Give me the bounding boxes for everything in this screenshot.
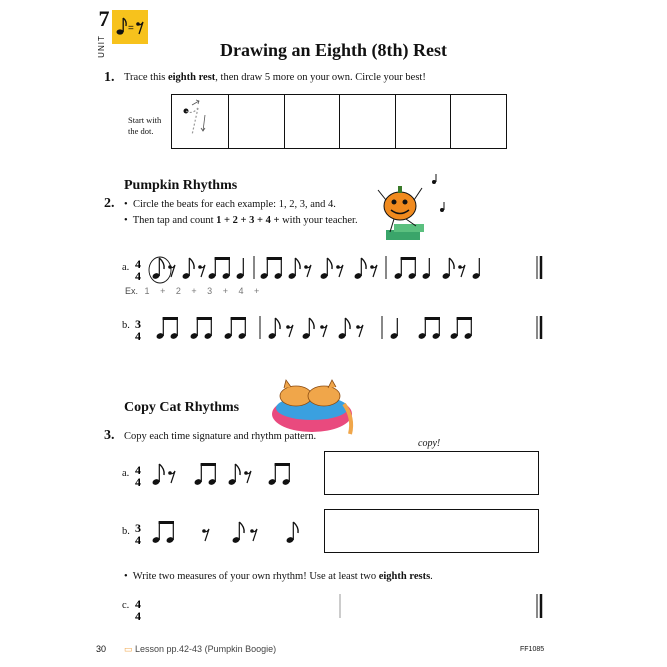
q3-instruction: Copy each time signature and rhythm pattern. bbox=[124, 431, 317, 442]
eighth-rest-stroke bbox=[322, 325, 327, 337]
time-sig-bottom: 4 bbox=[135, 329, 141, 343]
ex-count: + bbox=[160, 286, 166, 296]
dancing-pumpkin-illustration bbox=[376, 172, 448, 246]
q2-bullet-1: • Circle the beats for each example: 1, 2, 3, and 4. bbox=[124, 199, 336, 210]
q2-bullet-2-bold: 1 + 2 + 3 + 4 + bbox=[216, 215, 280, 226]
note-beam bbox=[457, 317, 472, 320]
pumpkin-rhythms-title: Pumpkin Rhythms bbox=[124, 178, 238, 193]
note-flag bbox=[345, 318, 350, 329]
q1-instruction bbox=[124, 72, 426, 83]
q2-bullet-2: • Then tap and count 1 + 2 + 3 + 4 + with your teacher. bbox=[124, 215, 358, 226]
note-flag bbox=[235, 464, 240, 475]
svg-text:=: = bbox=[128, 23, 134, 34]
time-sig-bottom: 4 bbox=[135, 533, 141, 547]
pumpkin-rhythm-b bbox=[132, 308, 552, 348]
note-flag bbox=[189, 258, 194, 269]
time-sig-top: 3 bbox=[135, 317, 141, 331]
q1-text-after: , then draw 5 more on your own. Circle your best! bbox=[215, 72, 426, 83]
page-title: Drawing an Eighth (8th) Rest bbox=[219, 40, 447, 60]
ex-count: 2 bbox=[175, 286, 181, 296]
count-example-row bbox=[125, 286, 259, 296]
pumpkin-rhythm-a bbox=[132, 248, 552, 288]
time-sig-top: 4 bbox=[135, 463, 141, 477]
ex-label: Ex. bbox=[125, 286, 139, 296]
trace-cell[interactable] bbox=[285, 95, 341, 148]
note-beam bbox=[267, 257, 282, 260]
eighth-rest-stroke bbox=[204, 529, 209, 541]
unit-number: 7 bbox=[98, 6, 110, 31]
time-sig-top: 3 bbox=[135, 521, 141, 535]
copycat-rhythm-a bbox=[132, 454, 322, 494]
q1-text-before: Trace this bbox=[124, 72, 168, 83]
catalog-code: FF1085 bbox=[520, 646, 545, 653]
note-flag bbox=[275, 318, 280, 329]
eighth-equals-rest-icon bbox=[112, 10, 148, 44]
eighth-rest-stroke bbox=[338, 265, 343, 277]
ex-count: + bbox=[191, 286, 197, 296]
eighth-rest-trace-icon bbox=[172, 95, 228, 147]
note-flag bbox=[239, 522, 244, 533]
note-beam bbox=[201, 463, 216, 466]
note-beam bbox=[401, 257, 416, 260]
beat-circle bbox=[149, 257, 171, 283]
ex-count: + bbox=[222, 286, 228, 296]
notes-c bbox=[152, 463, 291, 486]
copycat-rhythm-b bbox=[132, 512, 322, 552]
ex-count: 4 bbox=[238, 286, 244, 296]
q1-text-bold: eighth rest bbox=[167, 72, 216, 83]
pumpkin-label-b: b. bbox=[122, 320, 130, 331]
copycat-label-a: a. bbox=[122, 468, 130, 479]
copycat-label-b: b. bbox=[122, 526, 130, 537]
ex-count: + bbox=[254, 286, 260, 296]
time-sig-top: 4 bbox=[135, 597, 141, 611]
time-sig-bottom: 4 bbox=[135, 269, 141, 283]
ex-count: 1 bbox=[144, 286, 150, 296]
copy-box-b[interactable] bbox=[324, 509, 539, 553]
note-flag bbox=[327, 258, 332, 269]
start-with-dot-label: Start with the dot. bbox=[128, 115, 162, 136]
eighth-rest-stroke bbox=[372, 265, 377, 277]
note-flag bbox=[361, 258, 366, 269]
note-flag bbox=[159, 464, 164, 475]
write-instruction: • Write two measures of your own rhythm! Use at least two eighth rests. bbox=[124, 571, 433, 582]
trace-cell[interactable] bbox=[451, 95, 506, 148]
q1-number: 1. bbox=[104, 70, 115, 85]
pumpkin-label-a: a. bbox=[122, 262, 130, 273]
note-flag bbox=[309, 318, 314, 329]
write-text-bold: eighth rests bbox=[378, 571, 431, 582]
eighth-rest-stroke bbox=[460, 265, 465, 277]
eighth-rest-stroke bbox=[252, 529, 257, 541]
note-beam bbox=[425, 317, 440, 320]
trace-cell[interactable] bbox=[229, 95, 285, 148]
trace-cell-example bbox=[172, 95, 229, 148]
q2-bullet-2-after: with your teacher. bbox=[279, 215, 358, 226]
copy-cat-rhythms-title: Copy Cat Rhythms bbox=[124, 400, 240, 415]
write-text-after: . bbox=[430, 571, 433, 582]
note-beam bbox=[163, 317, 178, 320]
note-beam bbox=[215, 257, 230, 260]
copy-box-a[interactable] bbox=[324, 451, 539, 495]
write-text-before: Write two measures of your own rhythm! Use at least two bbox=[132, 571, 379, 582]
eighth-rest-stroke bbox=[358, 325, 363, 337]
notes-a bbox=[152, 256, 541, 280]
book-icon: ▭ bbox=[124, 644, 136, 654]
q2-number: 2. bbox=[104, 196, 115, 211]
trace-box bbox=[171, 94, 507, 149]
copy-label: copy! bbox=[418, 438, 441, 449]
q3-number: 3. bbox=[104, 428, 115, 443]
time-sig-bottom: 4 bbox=[135, 475, 141, 489]
eighth-rest-stroke bbox=[288, 325, 293, 337]
trace-cell[interactable] bbox=[340, 95, 396, 148]
copycat-label-c: c. bbox=[122, 600, 130, 611]
note-beam bbox=[275, 463, 290, 466]
eighth-rest-stroke bbox=[306, 265, 311, 277]
note-flag bbox=[295, 258, 300, 269]
time-sig-bottom: 4 bbox=[135, 609, 141, 623]
page-number: 30 bbox=[96, 644, 107, 654]
note-beam bbox=[231, 317, 246, 320]
q2-bullet-2-text: Then tap and count bbox=[132, 215, 217, 226]
ex-count: 3 bbox=[207, 286, 213, 296]
q2-bullet-1-text: Circle the beats for each example: 1, 2, 3, and 4. bbox=[132, 199, 336, 210]
time-sig-top: 4 bbox=[135, 257, 141, 271]
eighth-rest-stroke bbox=[246, 471, 251, 483]
own-rhythm-line[interactable] bbox=[132, 588, 552, 628]
note-flag bbox=[293, 522, 298, 533]
note-beam bbox=[197, 317, 212, 320]
lesson-text: Lesson pp.42-43 (Pumpkin Boogie) bbox=[135, 644, 277, 654]
unit-symbol-box bbox=[112, 10, 148, 44]
note-flag bbox=[159, 258, 164, 269]
notes-b bbox=[156, 316, 541, 340]
trace-cell[interactable] bbox=[396, 95, 452, 148]
lesson-reference bbox=[124, 644, 276, 655]
unit-word: UNIT bbox=[96, 35, 106, 58]
eighth-rest-stroke bbox=[170, 471, 175, 483]
note-flag bbox=[449, 258, 454, 269]
note-beam bbox=[159, 521, 174, 524]
notes-d bbox=[152, 521, 298, 544]
eighth-rest-stroke bbox=[200, 265, 205, 277]
